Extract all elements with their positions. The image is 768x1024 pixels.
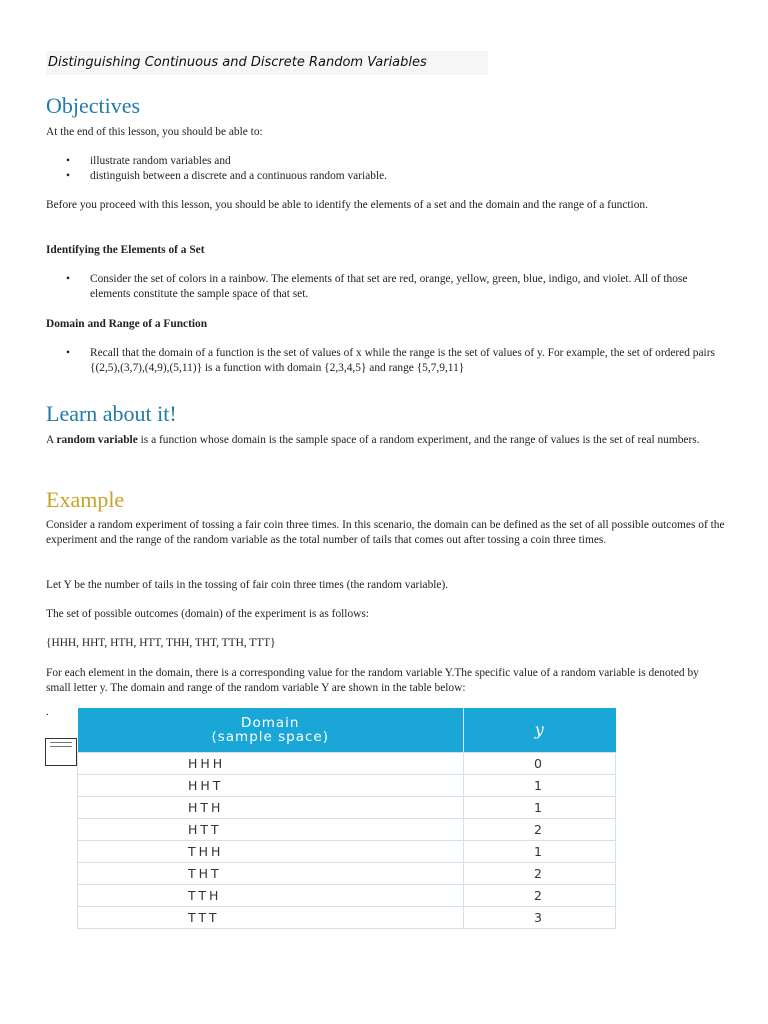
domain-range-table — [77, 708, 616, 929]
objective-bullet-1: • illustrate random variables and — [66, 155, 231, 167]
prereq-paragraph: Before you proceed with this lesson, you should be able to identify the elements of a set and the domain and the range of a function. — [46, 199, 648, 211]
bullet-icon: • — [66, 155, 70, 167]
table-row: TTH 2 — [78, 885, 616, 907]
example-paragraph-3: The set of possible outcomes (domain) of the experiment is as follows: — [46, 608, 369, 620]
embedded-object-placeholder — [45, 738, 77, 766]
objectives-heading: Objectives — [46, 93, 141, 118]
elements-heading: Identifying the Elements of a Set — [46, 244, 205, 256]
example-paragraph-1: Consider a random experiment of tossing a fair coin three times. In this scenario, the domain can be defined as the set of all possible outcomes of the experiment and the range of the random variable as the total number of tails that comes out after tossing a coin three times. — [46, 519, 725, 546]
table-row: HTT 2 — [78, 819, 616, 841]
stray-period: . — [46, 706, 49, 718]
table-row: TTT 3 — [78, 907, 616, 929]
table-header-row — [78, 708, 616, 753]
example-paragraph-4: For each element in the domain, there is a corresponding value for the random variable Y.The specific value of a random variable is denoted by small letter y. The domain and range of the random variable Y are shown in the table below: — [46, 667, 699, 694]
domain-heading: Domain and Range of a Function — [46, 318, 208, 330]
example-heading: Example — [46, 487, 125, 512]
learn-paragraph: A random variable is a function whose domain is the sample space of a random experiment, and the range of values is the set of real numbers. — [46, 434, 700, 446]
bullet-icon: • — [66, 170, 70, 182]
table-row: HHT 1 — [78, 775, 616, 797]
table-row: THH 1 — [78, 841, 616, 863]
table-row: THT 2 — [78, 863, 616, 885]
outcome-set: {HHH, HHT, HTH, HTT, THH, THT, TTH, TTT} — [46, 637, 276, 649]
bullet-icon: • — [66, 347, 70, 359]
document-title: Distinguishing Continuous and Discrete Random Variables — [46, 51, 488, 75]
table-row: HHH 0 — [78, 753, 616, 775]
learn-heading: Learn about it! — [46, 401, 177, 426]
objective-bullet-2: • distinguish between a discrete and a continuous random variable. — [66, 170, 388, 182]
bullet-icon: • — [66, 273, 70, 285]
objectives-intro: At the end of this lesson, you should be able to: — [46, 126, 263, 138]
random-variable-term: random variable — [56, 434, 138, 446]
y-column-header: y — [464, 708, 616, 753]
example-paragraph-2: Let Y be the number of tails in the tossing of fair coin three times (the random variable). — [46, 579, 449, 591]
elements-bullet: • Consider the set of colors in a rainbow. The elements of that set are red, orange, yellow, green, blue, indigo, and violet. All of those elements constitute the sample space of that set. — [66, 273, 688, 300]
domain-bullet: • Recall that the domain of a function is the set of values of x while the range is the set of values of y. For example, the set of ordered pairs {(2,5),(3,7),(4,9),(5,11)} is a function with domain {2,3,4,5} and range {5,7,9,11} — [66, 347, 715, 374]
table-row: HTH 1 — [78, 797, 616, 819]
domain-column-header: Domain (sample space) — [78, 708, 464, 753]
